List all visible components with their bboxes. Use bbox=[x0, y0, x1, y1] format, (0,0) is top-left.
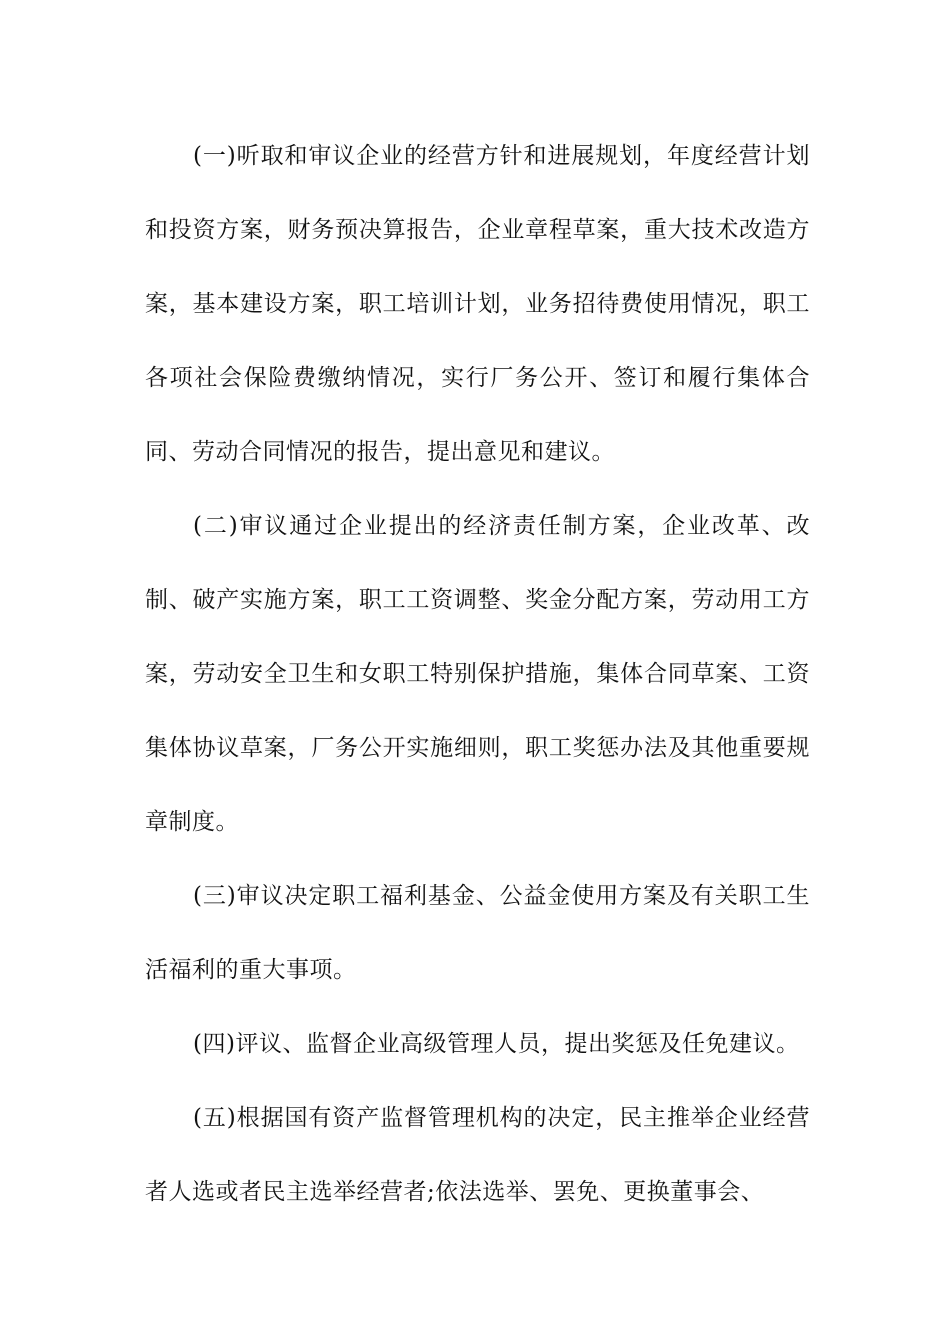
paragraph-4: (四)评议、监督企业高级管理人员，提出奖惩及任免建议。 bbox=[193, 1031, 800, 1057]
document-body bbox=[145, 119, 810, 1229]
paragraph-2: (二)审议通过企业提出的经济责任制方案，企业改革、改制、破产实施方案，职工工资调整、奖金分配方案，劳动用工方案，劳动安全卫生和女职工特别保护措施，集体合同草案、工资集体协议草案，厂务公开实施细则，职工奖惩办法及其他重要规章制度。 bbox=[145, 513, 810, 835]
paragraph-1: (一)听取和审议企业的经营方针和进展规划，年度经营计划和投资方案，财务预决算报告，企业章程草案，重大技术改造方案，基本建设方案，职工培训计划，业务招待费使用情况，职工各项社会保险费缴纳情况，实行厂务公开、签订和履行集体合同、劳动合同情况的报告，提出意见和建议。 bbox=[145, 143, 810, 465]
paragraph-5: (五)根据国有资产监督管理机构的决定，民主推举企业经营者人选或者民主选举经营者;依法选举、罢免、更换董事会、 bbox=[145, 1105, 810, 1205]
paragraph-3: (三)审议决定职工福利基金、公益金使用方案及有关职工生活福利的重大事项。 bbox=[145, 883, 810, 983]
